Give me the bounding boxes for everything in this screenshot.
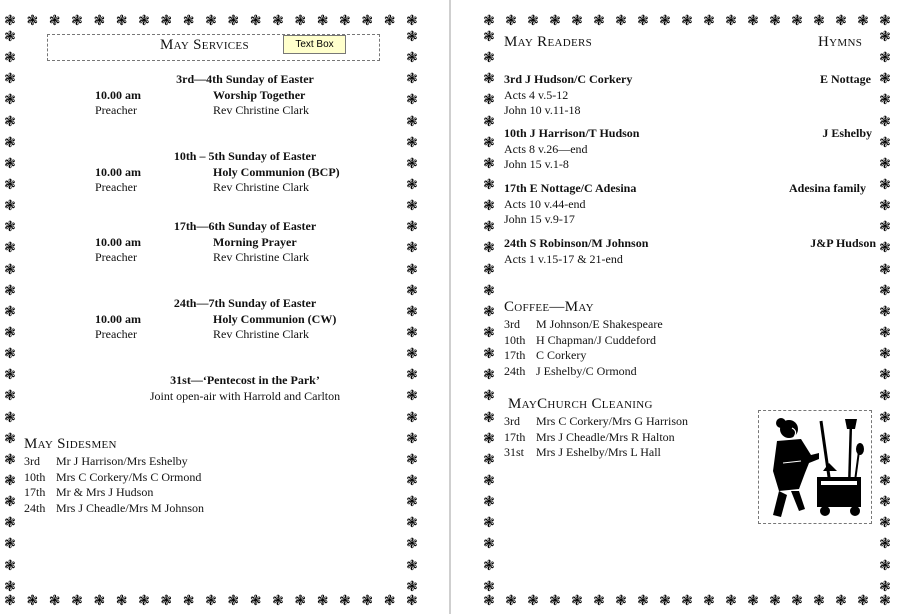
snowflake-star-icon: ❃ bbox=[182, 14, 195, 29]
cleaning-title: MayChurch Cleaning bbox=[508, 396, 653, 412]
rota-names: Mrs J Eshelby/Mrs L Hall bbox=[536, 445, 661, 459]
snowflake-star-icon: ❃ bbox=[857, 14, 869, 29]
snowflake-star-icon: ❃ bbox=[791, 594, 803, 609]
right-border-top bbox=[481, 14, 893, 30]
snowflake-star-icon: ❃ bbox=[4, 198, 16, 215]
reading-hymns: J Eshelby bbox=[822, 126, 872, 140]
preacher-name: Rev Christine Clark bbox=[213, 103, 309, 117]
snowflake-star-icon: ❃ bbox=[160, 594, 173, 609]
snowflake-star-icon: ❃ bbox=[615, 14, 627, 29]
snowflake-star-icon: ❃ bbox=[406, 578, 418, 594]
snowflake-star-icon: ❃ bbox=[4, 430, 16, 447]
snowflake-star-icon: ❃ bbox=[406, 198, 418, 215]
snowflake-star-icon: ❃ bbox=[879, 240, 891, 257]
coffee-section bbox=[504, 298, 864, 379]
rota-date: 17th bbox=[504, 429, 526, 444]
list-item bbox=[504, 317, 864, 333]
snowflake-star-icon: ❃ bbox=[483, 557, 495, 574]
list-item bbox=[24, 501, 404, 517]
snowflake-star-icon: ❃ bbox=[879, 219, 891, 236]
service-time: 10.00 am bbox=[95, 234, 141, 249]
snowflake-star-icon: ❃ bbox=[339, 594, 351, 609]
snowflake-star-icon: ❃ bbox=[4, 303, 16, 320]
rota-date: 10th bbox=[504, 332, 526, 347]
snowflake-star-icon: ❃ bbox=[747, 14, 759, 29]
snowflake-star-icon: ❃ bbox=[483, 409, 495, 426]
snowflake-star-icon: ❃ bbox=[505, 594, 517, 609]
snowflake-star-icon: ❃ bbox=[593, 594, 605, 609]
snowflake-star-icon: ❃ bbox=[4, 324, 16, 341]
snowflake-star-icon: ❃ bbox=[879, 282, 891, 299]
snowflake-star-icon: ❃ bbox=[383, 14, 396, 29]
snowflake-star-icon: ❃ bbox=[294, 14, 307, 29]
snowflake-star-icon: ❃ bbox=[879, 388, 891, 405]
snowflake-star-icon: ❃ bbox=[406, 494, 418, 511]
snowflake-star-icon: ❃ bbox=[483, 219, 495, 236]
snowflake-star-icon: ❃ bbox=[483, 324, 495, 341]
snowflake-star-icon: ❃ bbox=[879, 113, 891, 130]
rota-names: Mrs C Corkery/Ms C Ormond bbox=[56, 469, 202, 484]
snowflake-star-icon: ❃ bbox=[483, 198, 495, 215]
service-name: Holy Communion (BCP) bbox=[213, 164, 340, 179]
snowflake-star-icon: ❃ bbox=[4, 515, 16, 532]
rota-names: Mrs J Cheadle/Mrs M Johnson bbox=[56, 500, 205, 515]
snowflake-star-icon: ❃ bbox=[483, 536, 495, 553]
snowflake-star-icon: ❃ bbox=[879, 367, 891, 384]
snowflake-star-icon: ❃ bbox=[483, 451, 495, 468]
snowflake-star-icon: ❃ bbox=[406, 92, 418, 109]
snowflake-star-icon: ❃ bbox=[879, 71, 891, 88]
snowflake-star-icon: ❃ bbox=[4, 240, 16, 257]
preacher-name: Rev Christine Clark bbox=[213, 327, 309, 341]
snowflake-star-icon: ❃ bbox=[879, 303, 891, 320]
snowflake-star-icon: ❃ bbox=[483, 367, 495, 384]
service-heading: 17th—6th Sunday of Easter bbox=[173, 219, 317, 233]
preacher-label: Preacher bbox=[95, 180, 137, 194]
reading-block bbox=[504, 236, 876, 267]
preacher-name: Rev Christine Clark bbox=[213, 180, 309, 194]
snowflake-star-icon: ❃ bbox=[249, 594, 262, 609]
service-heading: 10th – 5th Sunday of Easter bbox=[173, 149, 317, 163]
snowflake-star-icon: ❃ bbox=[879, 198, 891, 215]
snowflake-star-icon: ❃ bbox=[791, 14, 803, 29]
right-border-left bbox=[481, 30, 497, 594]
snowflake-star-icon: ❃ bbox=[406, 324, 418, 341]
snowflake-star-icon: ❃ bbox=[115, 594, 128, 609]
reading-line: Acts 8 v.26—end bbox=[504, 141, 588, 156]
snowflake-star-icon: ❃ bbox=[294, 594, 307, 609]
snowflake-star-icon: ❃ bbox=[406, 594, 418, 609]
snowflake-star-icon: ❃ bbox=[813, 594, 825, 609]
reading-hymns: Adesina family bbox=[788, 181, 866, 195]
snowflake-star-icon: ❃ bbox=[483, 155, 495, 172]
snowflake-star-icon: ❃ bbox=[637, 14, 649, 29]
snowflake-star-icon: ❃ bbox=[659, 594, 671, 609]
snowflake-star-icon: ❃ bbox=[857, 594, 869, 609]
list-item bbox=[504, 445, 754, 461]
snowflake-star-icon: ❃ bbox=[4, 219, 16, 236]
snowflake-star-icon: ❃ bbox=[406, 219, 418, 236]
snowflake-star-icon: ❃ bbox=[160, 14, 173, 29]
snowflake-star-icon: ❃ bbox=[4, 409, 16, 426]
sidesmen-title: May Sidesmen bbox=[24, 436, 117, 452]
rota-date: 10th bbox=[24, 469, 46, 484]
preacher-name: Rev Christine Clark bbox=[213, 250, 309, 264]
list-item bbox=[504, 414, 754, 430]
snowflake-star-icon: ❃ bbox=[879, 14, 891, 29]
service-block bbox=[95, 72, 395, 119]
preacher-label: Preacher bbox=[95, 103, 137, 117]
snowflake-star-icon: ❃ bbox=[483, 472, 495, 489]
sidesmen-section bbox=[24, 435, 404, 516]
snowflake-star-icon: ❃ bbox=[483, 92, 495, 109]
snowflake-star-icon: ❃ bbox=[879, 176, 891, 193]
snowflake-star-icon: ❃ bbox=[115, 14, 128, 29]
snowflake-star-icon: ❃ bbox=[4, 113, 16, 130]
reading-line: John 10 v.11-18 bbox=[504, 103, 581, 117]
snowflake-star-icon: ❃ bbox=[725, 14, 737, 29]
snowflake-star-icon: ❃ bbox=[4, 176, 16, 193]
snowflake-star-icon: ❃ bbox=[483, 71, 495, 88]
pentecost-heading: 31st—‘Pentecost in the Park’ bbox=[170, 373, 320, 387]
snowflake-star-icon: ❃ bbox=[316, 594, 329, 609]
rota-date: 17th bbox=[24, 485, 46, 499]
snowflake-star-icon: ❃ bbox=[406, 14, 418, 29]
snowflake-star-icon: ❃ bbox=[406, 409, 418, 426]
snowflake-star-icon: ❃ bbox=[406, 472, 418, 489]
service-block bbox=[95, 296, 395, 343]
snowflake-star-icon: ❃ bbox=[879, 50, 891, 67]
snowflake-star-icon: ❃ bbox=[879, 536, 891, 553]
list-item bbox=[504, 348, 864, 364]
rota-date: 24th bbox=[24, 500, 46, 515]
snowflake-star-icon: ❃ bbox=[272, 594, 284, 609]
snowflake-star-icon: ❃ bbox=[769, 14, 781, 29]
reading-line: Acts 4 v.5-12 bbox=[504, 87, 569, 102]
right-border-right bbox=[877, 30, 893, 594]
snowflake-star-icon: ❃ bbox=[406, 176, 418, 193]
snowflake-star-icon: ❃ bbox=[4, 92, 16, 109]
snowflake-star-icon: ❃ bbox=[227, 14, 240, 29]
hymns-title: Hymns bbox=[818, 34, 863, 50]
reading-readers: 17th E Nottage/C Adesina bbox=[504, 181, 637, 195]
snowflake-star-icon: ❃ bbox=[483, 176, 495, 193]
snowflake-star-icon: ❃ bbox=[681, 594, 693, 609]
list-item bbox=[504, 364, 864, 380]
snowflake-star-icon: ❃ bbox=[4, 367, 16, 384]
snowflake-star-icon: ❃ bbox=[769, 594, 781, 609]
snowflake-star-icon: ❃ bbox=[4, 388, 16, 405]
snowflake-star-icon: ❃ bbox=[483, 303, 495, 320]
rota-date: 3rd bbox=[504, 317, 520, 331]
snowflake-star-icon: ❃ bbox=[483, 14, 495, 29]
snowflake-star-icon: ❃ bbox=[483, 282, 495, 299]
snowflake-star-icon: ❃ bbox=[182, 594, 195, 609]
snowflake-star-icon: ❃ bbox=[48, 14, 61, 29]
snowflake-star-icon: ❃ bbox=[406, 536, 418, 553]
rota-date: 3rd bbox=[24, 454, 40, 468]
preacher-label: Preacher bbox=[95, 327, 137, 341]
snowflake-star-icon: ❃ bbox=[725, 594, 737, 609]
snowflake-star-icon: ❃ bbox=[406, 557, 418, 574]
snowflake-star-icon: ❃ bbox=[406, 367, 418, 384]
left-border-left bbox=[2, 30, 18, 594]
snowflake-star-icon: ❃ bbox=[406, 346, 418, 363]
snowflake-star-icon: ❃ bbox=[483, 261, 495, 278]
snowflake-star-icon: ❃ bbox=[4, 557, 16, 574]
snowflake-star-icon: ❃ bbox=[571, 14, 583, 29]
reading-readers: 10th J Harrison/T Hudson bbox=[504, 126, 640, 140]
reading-hymns: E Nottage bbox=[820, 72, 871, 86]
snowflake-star-icon: ❃ bbox=[549, 14, 561, 29]
coffee-title: Coffee—May bbox=[504, 299, 594, 315]
snowflake-star-icon: ❃ bbox=[549, 594, 561, 609]
snowflake-star-icon: ❃ bbox=[879, 472, 891, 489]
rota-date: 3rd bbox=[504, 414, 520, 428]
snowflake-star-icon: ❃ bbox=[406, 282, 418, 299]
reading-hymns: J&P Hudson bbox=[810, 236, 876, 250]
snowflake-star-icon: ❃ bbox=[835, 594, 847, 609]
snowflake-star-icon: ❃ bbox=[4, 472, 16, 489]
snowflake-star-icon: ❃ bbox=[4, 30, 16, 45]
list-item bbox=[24, 454, 404, 470]
left-border-top bbox=[2, 14, 420, 30]
snowflake-star-icon: ❃ bbox=[637, 594, 649, 609]
rota-names: Mrs C Corkery/Mrs G Harrison bbox=[536, 414, 688, 428]
services-title: May Services bbox=[160, 37, 249, 53]
preacher-label: Preacher bbox=[95, 250, 137, 264]
rota-names: J Eshelby/C Ormond bbox=[536, 363, 637, 378]
left-border-right bbox=[404, 30, 420, 594]
snowflake-star-icon: ❃ bbox=[879, 578, 891, 594]
snowflake-star-icon: ❃ bbox=[249, 14, 262, 29]
rota-names: Mrs J Cheadle/Mrs R Halton bbox=[536, 429, 675, 444]
snowflake-star-icon: ❃ bbox=[361, 594, 374, 609]
snowflake-star-icon: ❃ bbox=[227, 594, 240, 609]
right-border-bottom bbox=[481, 594, 893, 610]
snowflake-star-icon: ❃ bbox=[835, 14, 847, 29]
snowflake-star-icon: ❃ bbox=[879, 451, 891, 468]
snowflake-star-icon: ❃ bbox=[406, 71, 418, 88]
service-name: Worship Together bbox=[213, 87, 306, 102]
snowflake-star-icon: ❃ bbox=[316, 14, 329, 29]
rota-names: M Johnson/E Shakespeare bbox=[536, 317, 663, 331]
reading-block bbox=[504, 72, 876, 119]
snowflake-star-icon: ❃ bbox=[4, 50, 16, 67]
snowflake-star-icon: ❃ bbox=[26, 14, 39, 29]
service-name: Holy Communion (CW) bbox=[213, 311, 337, 326]
snowflake-star-icon: ❃ bbox=[406, 113, 418, 130]
snowflake-star-icon: ❃ bbox=[4, 494, 16, 511]
reading-line: John 15 v.1-8 bbox=[504, 157, 569, 171]
snowflake-star-icon: ❃ bbox=[406, 451, 418, 468]
reading-line: John 15 v.9-17 bbox=[504, 212, 575, 226]
snowflake-star-icon: ❃ bbox=[93, 14, 106, 29]
snowflake-star-icon: ❃ bbox=[93, 594, 106, 609]
snowflake-star-icon: ❃ bbox=[879, 515, 891, 532]
rota-names: Mr J Harrison/Mrs Eshelby bbox=[56, 454, 188, 468]
snowflake-star-icon: ❃ bbox=[879, 30, 891, 45]
pentecost-block bbox=[95, 373, 395, 404]
snowflake-star-icon: ❃ bbox=[406, 240, 418, 257]
rota-names: Mr & Mrs J Hudson bbox=[56, 485, 154, 499]
list-item bbox=[24, 485, 404, 501]
reading-block bbox=[504, 126, 876, 173]
snowflake-star-icon: ❃ bbox=[361, 14, 374, 29]
readers-title: May Readers bbox=[504, 34, 593, 50]
snowflake-star-icon: ❃ bbox=[879, 261, 891, 278]
rota-date: 17th bbox=[504, 348, 526, 362]
snowflake-star-icon: ❃ bbox=[483, 494, 495, 511]
snowflake-star-icon: ❃ bbox=[4, 71, 16, 88]
snowflake-star-icon: ❃ bbox=[406, 430, 418, 447]
snowflake-star-icon: ❃ bbox=[205, 594, 217, 609]
snowflake-star-icon: ❃ bbox=[483, 346, 495, 363]
service-name: Morning Prayer bbox=[213, 234, 297, 249]
cleaning-lady-with-cart-icon[interactable] bbox=[758, 410, 872, 524]
snowflake-star-icon: ❃ bbox=[483, 578, 495, 594]
snowflake-star-icon: ❃ bbox=[4, 14, 16, 29]
snowflake-star-icon: ❃ bbox=[406, 134, 418, 151]
cleaning-section bbox=[504, 395, 754, 461]
snowflake-star-icon: ❃ bbox=[383, 594, 396, 609]
left-border-bottom bbox=[2, 594, 420, 610]
snowflake-star-icon: ❃ bbox=[879, 134, 891, 151]
service-time: 10.00 am bbox=[95, 164, 141, 179]
snowflake-star-icon: ❃ bbox=[4, 578, 16, 594]
snowflake-star-icon: ❃ bbox=[4, 282, 16, 299]
snowflake-star-icon: ❃ bbox=[4, 451, 16, 468]
snowflake-star-icon: ❃ bbox=[483, 30, 495, 45]
snowflake-star-icon: ❃ bbox=[747, 594, 759, 609]
reading-line: Acts 1 v.15-17 & 21-end bbox=[504, 251, 623, 266]
rota-names: H Chapman/J Cuddeford bbox=[536, 332, 656, 347]
snowflake-star-icon: ❃ bbox=[4, 155, 16, 172]
pentecost-text: Joint open-air with Harrold and Carlton bbox=[149, 388, 341, 403]
snowflake-star-icon: ❃ bbox=[483, 430, 495, 447]
snowflake-star-icon: ❃ bbox=[703, 594, 715, 609]
snowflake-star-icon: ❃ bbox=[879, 92, 891, 109]
service-block bbox=[95, 219, 395, 266]
text-box-tooltip: Text Box bbox=[283, 35, 346, 54]
service-heading: 3rd—4th Sunday of Easter bbox=[176, 72, 314, 86]
snowflake-star-icon: ❃ bbox=[483, 388, 495, 405]
snowflake-star-icon: ❃ bbox=[406, 261, 418, 278]
snowflake-star-icon: ❃ bbox=[48, 594, 61, 609]
reading-readers: 3rd J Hudson/C Corkery bbox=[504, 72, 633, 86]
snowflake-star-icon: ❃ bbox=[406, 155, 418, 172]
snowflake-star-icon: ❃ bbox=[4, 134, 16, 151]
snowflake-star-icon: ❃ bbox=[879, 594, 891, 609]
list-item bbox=[24, 470, 404, 486]
snowflake-star-icon: ❃ bbox=[406, 303, 418, 320]
reading-line: Acts 10 v.44-end bbox=[504, 196, 586, 211]
snowflake-star-icon: ❃ bbox=[527, 594, 539, 609]
snowflake-star-icon: ❃ bbox=[406, 515, 418, 532]
snowflake-star-icon: ❃ bbox=[879, 346, 891, 363]
snowflake-star-icon: ❃ bbox=[483, 515, 495, 532]
snowflake-star-icon: ❃ bbox=[879, 430, 891, 447]
snowflake-star-icon: ❃ bbox=[483, 240, 495, 257]
snowflake-star-icon: ❃ bbox=[879, 494, 891, 511]
snowflake-star-icon: ❃ bbox=[527, 14, 539, 29]
snowflake-star-icon: ❃ bbox=[406, 50, 418, 67]
snowflake-star-icon: ❃ bbox=[339, 14, 351, 29]
snowflake-star-icon: ❃ bbox=[138, 14, 150, 29]
snowflake-star-icon: ❃ bbox=[272, 14, 284, 29]
snowflake-star-icon: ❃ bbox=[4, 346, 16, 363]
snowflake-star-icon: ❃ bbox=[681, 14, 693, 29]
snowflake-star-icon: ❃ bbox=[4, 594, 16, 609]
service-heading: 24th—7th Sunday of Easter bbox=[173, 296, 317, 310]
snowflake-star-icon: ❃ bbox=[813, 14, 825, 29]
snowflake-star-icon: ❃ bbox=[483, 594, 495, 609]
snowflake-star-icon: ❃ bbox=[571, 594, 583, 609]
snowflake-star-icon: ❃ bbox=[879, 557, 891, 574]
snowflake-star-icon: ❃ bbox=[71, 594, 83, 609]
snowflake-star-icon: ❃ bbox=[615, 594, 627, 609]
rota-date: 24th bbox=[504, 363, 526, 378]
service-time: 10.00 am bbox=[95, 311, 141, 326]
service-time: 10.00 am bbox=[95, 87, 141, 102]
reading-readers: 24th S Robinson/M Johnson bbox=[504, 236, 649, 250]
snowflake-star-icon: ❃ bbox=[879, 324, 891, 341]
snowflake-star-icon: ❃ bbox=[483, 134, 495, 151]
snowflake-star-icon: ❃ bbox=[406, 30, 418, 45]
snowflake-star-icon: ❃ bbox=[593, 14, 605, 29]
snowflake-star-icon: ❃ bbox=[703, 14, 715, 29]
snowflake-star-icon: ❃ bbox=[483, 50, 495, 67]
snowflake-star-icon: ❃ bbox=[205, 14, 217, 29]
snowflake-star-icon: ❃ bbox=[4, 536, 16, 553]
snowflake-star-icon: ❃ bbox=[879, 155, 891, 172]
snowflake-star-icon: ❃ bbox=[4, 261, 16, 278]
snowflake-star-icon: ❃ bbox=[138, 594, 150, 609]
list-item bbox=[504, 333, 864, 349]
reading-block bbox=[504, 181, 876, 228]
snowflake-star-icon: ❃ bbox=[505, 14, 517, 29]
snowflake-star-icon: ❃ bbox=[406, 388, 418, 405]
snowflake-star-icon: ❃ bbox=[71, 14, 83, 29]
list-item bbox=[504, 430, 754, 446]
snowflake-star-icon: ❃ bbox=[659, 14, 671, 29]
rota-date: 31st bbox=[504, 445, 525, 459]
rota-names: C Corkery bbox=[536, 348, 587, 362]
service-block bbox=[95, 149, 395, 196]
snowflake-star-icon: ❃ bbox=[26, 594, 39, 609]
page-divider bbox=[449, 0, 451, 614]
snowflake-star-icon: ❃ bbox=[483, 113, 495, 130]
snowflake-star-icon: ❃ bbox=[879, 409, 891, 426]
